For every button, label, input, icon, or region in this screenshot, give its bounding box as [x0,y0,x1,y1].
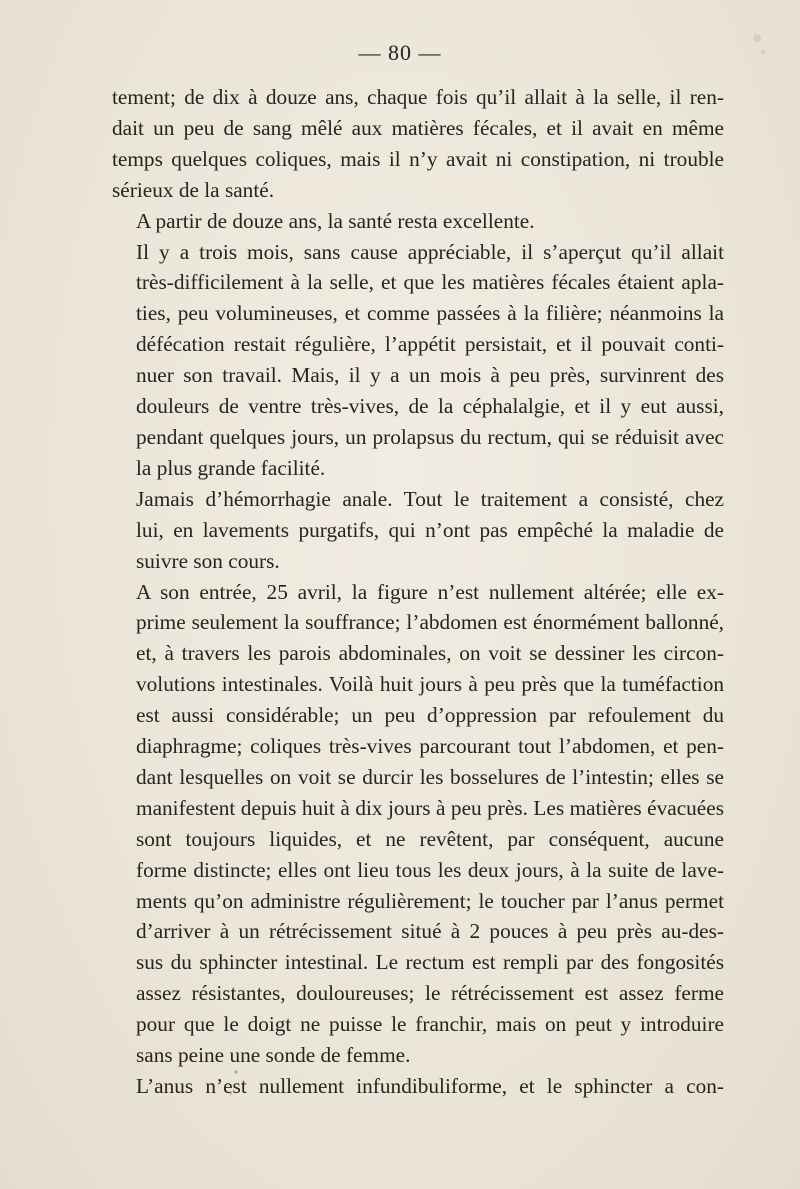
text-line: dant lesquelles on voit se durcir les bosselures de l’intestin; elles se [136,764,724,789]
text-line: douleurs de ventre très-vives, de la céphalalgie, et il y eut aussi, [136,394,724,419]
text-line: est aussi considérable; un peu d’oppression par refoulement du [136,703,724,728]
text-line: Il y a trois mois, sans cause appréciable, il s’aperçut qu’il allait [136,239,724,264]
text-line: sont toujours liquides, et ne revêtent, par conséquent, aucune [136,826,724,851]
text-line: la plus grande facilité. [136,455,326,480]
text-line: pendant quelques jours, un prolapsus du rectum, qui se réduisit avec [136,424,724,449]
text-line: diaphragme; coliques très-vives parcourant tout l’abdomen, et pen- [136,734,724,759]
paragraph-6 [112,1071,724,1102]
paragraph-4 [112,484,724,577]
text-line: assez résistantes, douloureuses; le rétrécissement est assez ferme [136,981,724,1006]
text-line: d’arriver à un rétrécissement situé à 2 pouces à peu près au-des- [136,919,724,944]
text-line: A son entrée, 25 avril, la figure n’est nullement altérée; elle ex- [136,579,724,604]
paragraph-5 [112,577,724,1072]
text-line: sus du sphincter intestinal. Le rectum est rempli par des fongosités [136,950,724,975]
text-line: temps quelques coliques, mais il n’y avait ni constipation, ni trouble [112,146,724,171]
text-line: suivre son cours. [136,548,280,573]
text-line: tement; de dix à douze ans, chaque fois qu’il allait à la selle, il ren- [112,85,724,109]
body-text [112,82,724,1102]
text-line: Jamais d’hémorrhagie anale. Tout le traitement a consisté, chez [136,486,724,511]
text-line: dait un peu de sang mêlé aux matières fécales, et il avait en même [112,115,724,140]
text-line: ties, peu volumineuses, et comme passées à la filière; néanmoins la [136,301,724,326]
text-line: lui, en lavements purgatifs, qui n’ont pas empêché la maladie de [136,517,724,542]
text-line: très-difficilement à la selle, et que les matières fécales étaient apla- [136,270,724,295]
text-line: manifestent depuis huit à dix jours à peu près. Les matières évacuées [136,795,724,820]
paragraph-1 [112,82,724,206]
text-line: A partir de douze ans, la santé resta excellente. [136,208,535,233]
text-line: sans peine une sonde de femme. [136,1043,411,1068]
page-number: — 80 — [358,40,442,65]
paragraph-3 [112,237,724,484]
text-line: et, à travers les parois abdominales, on voit se dessiner les circon- [136,641,724,666]
text-line: forme distincte; elles ont lieu tous les deux jours, à la suite de lave- [136,857,724,882]
text-line: nuer son travail. Mais, il y a un mois à peu près, survinrent des [136,363,724,388]
text-line: prime seulement la souffrance; l’abdomen est énormément ballonné, [136,610,724,635]
paragraph-2 [112,206,724,237]
text-line: ments qu’on administre régulièrement; le toucher par l’anus permet [136,888,724,913]
text-line: L’anus n’est nullement infundibuliforme, et le sphincter a con- [136,1074,724,1098]
text-line: sérieux de la santé. [112,177,275,202]
text-line: pour que le doigt ne puisse le franchir, mais on peut y introduire [136,1012,724,1037]
text-line: défécation restait régulière, l’appétit persistait, et il pouvait conti- [136,332,724,357]
text-line: volutions intestinales. Voilà huit jours à peu près que la tuméfaction [136,672,724,697]
